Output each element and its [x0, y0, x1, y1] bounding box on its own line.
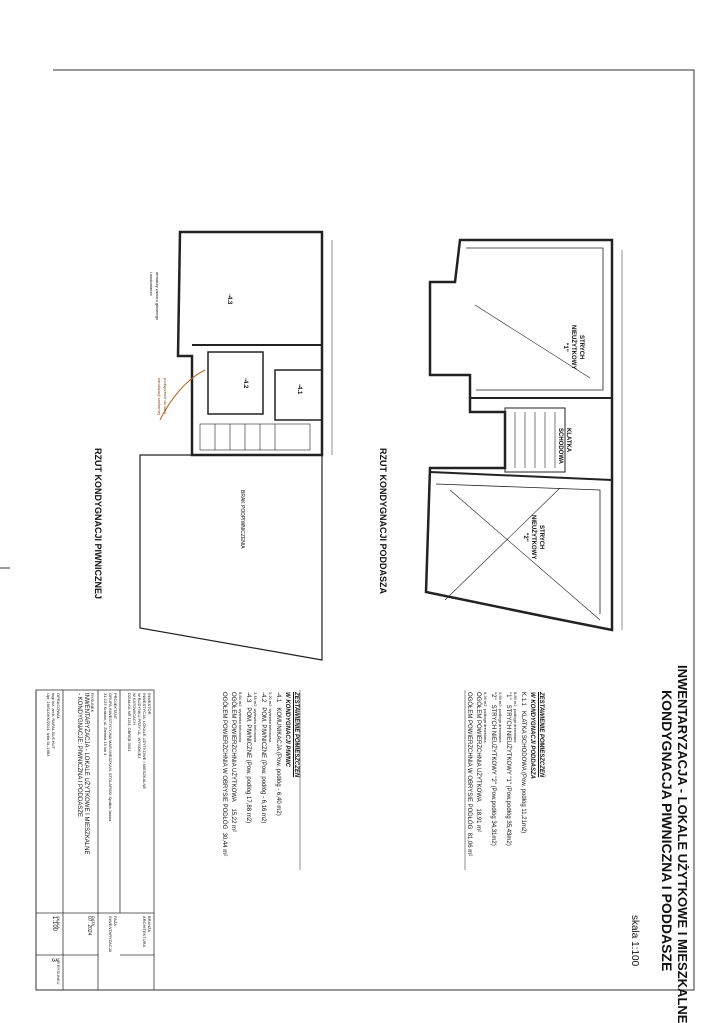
basement-stairs — [200, 424, 310, 450]
attic-room2-label: STRYCH NIEUŻYTKOWY "2" — [522, 515, 544, 560]
attic-divider-2 — [430, 472, 612, 480]
attic-total-usable: OGÓŁEM POWIERZCHNIA UŻYTKOWA 18,91 m² — [475, 692, 481, 833]
investor-block: INWESTOR INWESTYCJA: LOKALE UŻYTKOWE I MIESZKALNE W BUDYNKU PRZY UL. WYSOKIEJ W KATOWICACH DZIAŁKA NR 12/4, OBRĘB 0001 — [127, 693, 152, 790]
sheet-frame — [36, 70, 694, 990]
basement-plan — [140, 232, 332, 660]
attic-stairs-label: KLATKA SCHODOWA — [557, 428, 571, 464]
room-42-label: -4.2 — [242, 378, 248, 389]
basement-room-42 — [208, 352, 263, 414]
room-41-label: -4.1 — [296, 384, 302, 395]
date-block: DATA 07. 2024 — [86, 916, 96, 936]
sewer-note: podłączenie do sieci kanalizacji sanitarnej — [157, 378, 168, 415]
sheet-title-line1: INWENTARYZACJA - LOKALE UŻYTKOWE I MIESZKALNE — [675, 665, 690, 1023]
schedule-frames — [300, 690, 465, 870]
basement-room-41 — [275, 370, 322, 420]
basement-outline — [178, 232, 322, 455]
basement-total-floor: OGÓŁEM POWIERZCHNIA W OBRYSIE PODŁÓG 30,44 m² — [221, 692, 227, 857]
attic-row-1: K.1.1 KLATKA SCHODOWA (Pow. podłóg 11,21m2) — [520, 692, 526, 834]
attic-total-floor: OGÓŁEM POWIERZCHNIA W OBRYSIE PODŁÓG 81,06 m² — [466, 692, 472, 857]
no-basement-outline — [140, 455, 322, 660]
attic-room1-label: STRYCH NIEUŻYTKOWY "1" — [562, 325, 584, 370]
room-43-label: -4.3 — [226, 294, 232, 305]
no-basement-label: BRAK PODPIWNICZENIA — [239, 490, 245, 549]
drawing-block: RYSUNEK INWENTARYZACJA - LOKALE UŻYTKOWE I MIESZKALNE - KONDYGNACJE: PIWNICZNA I PODDASZE — [76, 693, 95, 855]
attic-heading: RZUT KONDYGNACJI PODDASZA — [378, 448, 388, 595]
author-block: OPRACOWAŁ mgr inż. arch. RAFAŁ BUCHUT Upr. 16/SLOKK/2014, Izba SL-1983 — [46, 693, 61, 757]
basement-total-usable: OGÓŁEM POWIERZCHNIA UŻYTKOWA 15,22 m² — [230, 692, 236, 833]
stair-treads — [515, 412, 555, 468]
attic-outline — [426, 240, 612, 630]
designer-block: PROJEKTANT GRUPA INWESTYCYJNA MAR-MIESZKAŃ. STOLARSKI Spółka Jawna 31-123 Kraków, ul. Zielona 10 lok 4 — [103, 693, 118, 822]
attic-schedule: ZESTAWIENIE POMIESZCZEŃ W KONDYGNACJI PODDASZA K.1.1 KLATKA SCHODOWA (Pow. podłóg 11,21m2) 8,85 m2 podłoga drewniana "1" STRYCH NIEUŻYTKOWY "1" (Pow.podłóg 35,43m2) 3,69 m2 podłoga drewniana "2" STRYCH NIEUŻYTKOWY "2" (Pow.podłóg 34,31m2) 6,36 m2 podłoga drewniana OGÓŁEM POWIERZCHNIA UŻYTKOWA 18,91 m² OGÓŁEM POWIERZCHNIA W OBRYSIE PODŁÓG 81,06 m² — [466, 692, 544, 857]
attic-plan — [426, 240, 622, 630]
basement-schedule: ZESTAWIENIE POMIESZCZEŃ W KONDYGNACJI PIWNIC -4.1 KOMUNIKACJA (Pow. podłóg - 6,40 m2) 3,20 m2 wylewka betonowa -4.2 POM. PIWNICZNE (Pow. podłóg - 6,16 m2) 3,18 m2 wylewka betonowa -4.3 POM. PIWNICZNE (Pow. podłóg 17,88 m2) 8,84 m2 wylewka betonowa OGÓŁEM POWIERZCHNIA UŻYTKOWA 15,22 m² OGÓŁEM POWIERZCHNIA W OBRYSIE PODŁÓG 30,44 m² — [221, 692, 299, 857]
branch-block: BRANŻA ARCHITEKTURA — [142, 916, 152, 948]
main-valve-note: armatury zaworu głównego i wodomierza — [149, 272, 160, 321]
attic-row-2: "1" STRYCH NIEUŻYTKOWY "1" (Pow.podłóg 35,43m2) — [505, 692, 511, 846]
sheet-title-line2: KONDYGNACJA PIWNICZNA I PODDASZE — [659, 690, 675, 972]
basement-row-2: -4.2 POM. PIWNICZNE (Pow. podłóg - 6,16 m2) — [260, 692, 266, 824]
sheet-number-block: NR RYSUNKU 3 — [50, 958, 61, 985]
basement-heading: RZUT KONDYGNACJI PIWNICZNEJ — [93, 448, 103, 600]
attic-row-3: "2" STRYCH NIEUŻYTKOWY "2" (Pow.podłóg 34,31m2) — [490, 692, 496, 846]
basement-row-3: -4.3 POM. PIWNICZNE (Pow. podłóg 17,88 m2) — [245, 692, 251, 824]
phase-block: FAZA INWENTARYZACJA — [108, 916, 118, 953]
sheet-scale: skala 1:100 — [629, 915, 640, 967]
basement-row-1: -4.1 KOMUNIKACJA (Pow. podłóg - 6,40 m2) — [275, 692, 281, 816]
scale-block: SKALA 1:100 — [51, 916, 61, 932]
